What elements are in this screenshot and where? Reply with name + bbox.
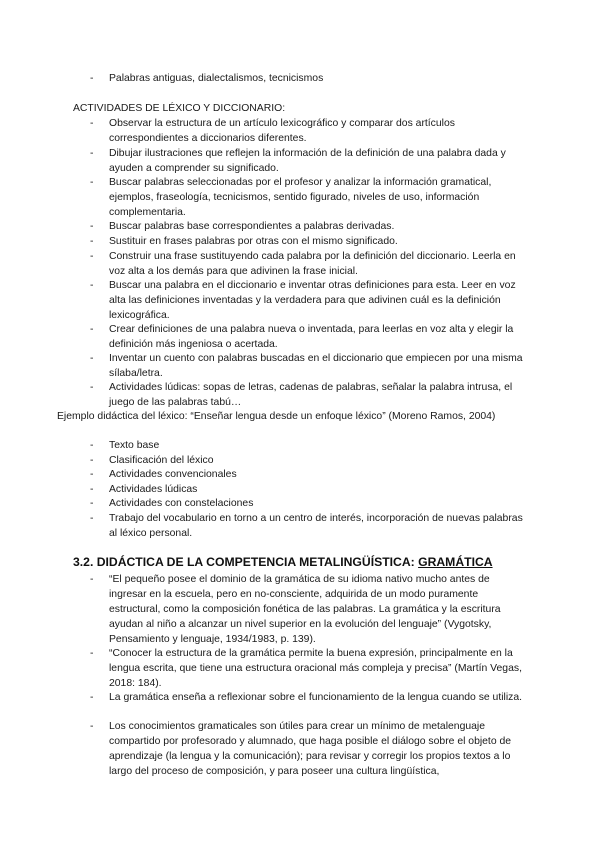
section-heading-underlined: GRAMÁTICA xyxy=(418,555,493,569)
bullet-dash: - xyxy=(90,148,94,159)
bullet-dash: - xyxy=(90,251,94,262)
list-item xyxy=(92,146,528,176)
list-item xyxy=(92,572,528,647)
list-item xyxy=(92,482,528,497)
bullet-dash: - xyxy=(90,440,94,451)
bullet-dash: - xyxy=(90,484,94,495)
list-item-text: “El pequeño posee el dominio de la gramática de su idioma nativo mucho antes de ingresar en la escuela, pero en no-consciente, adquirida de un modo puramente estructural, como la composición fonética de las palabras. La gramática y la escritura ayudan al niño a alcanzar un nivel superior en la evolución del lenguaje” (Vygotsky, Pensamiento y lenguaje, 1934/1983, p. 139). xyxy=(109,574,501,645)
list-item-text: Buscar palabras seleccionadas por el profesor y analizar la información gramatical, ejemplos, fraseología, tecnicismos, sentido figurado, niveles de uso, información complementaria. xyxy=(109,177,492,218)
section-heading xyxy=(73,554,493,570)
list-item xyxy=(92,249,528,279)
list-item-text: Palabras antiguas, dialectalismos, tecnicismos xyxy=(109,73,324,84)
bullet-dash: - xyxy=(90,455,94,466)
list-item xyxy=(92,278,528,323)
bullet-dash: - xyxy=(90,353,94,364)
list-item xyxy=(92,322,528,352)
list-item-text: Actividades con constelaciones xyxy=(109,498,254,509)
list-item xyxy=(92,511,528,541)
list-item-text: Crear definiciones de una palabra nueva o inventada, para leerlas en voz alta y elegir la definición más ingeniosa o acertada. xyxy=(109,324,514,350)
list-item-text: Buscar una palabra en el diccionario e inventar otras definiciones para esta. Leer en voz alta las definiciones inventadas y la verdadera para que adivinen cuál es la definición lexicográfica. xyxy=(109,280,516,321)
bullet-dash: - xyxy=(90,469,94,480)
bullet-dash: - xyxy=(90,721,94,732)
list-item xyxy=(92,219,528,234)
list-item-text: Actividades convencionales xyxy=(109,469,237,480)
bullet-dash: - xyxy=(90,574,94,585)
bullet-dash: - xyxy=(90,513,94,524)
list-item-text: Construir una frase sustituyendo cada palabra por la definición del diccionario. Leerla en voz alta a los demás para que adivinen la frase inicial. xyxy=(109,251,516,277)
activities-heading: ACTIVIDADES DE LÉXICO Y DICCIONARIO: xyxy=(73,103,286,114)
list-item xyxy=(92,453,528,468)
section-heading-text: 3.2. DIDÁCTICA DE LA COMPETENCIA METALINGÜÍSTICA: xyxy=(73,555,419,569)
list-item-text: Actividades lúdicas xyxy=(109,484,198,495)
bullet-dash: - xyxy=(90,221,94,232)
list-item xyxy=(92,690,528,705)
list-item-text: Trabajo del vocabulario en torno a un centro de interés, incorporación de nuevas palabras al léxico personal. xyxy=(109,513,523,539)
list-item xyxy=(92,380,528,410)
bullet-dash: - xyxy=(90,177,94,188)
bullet-dash: - xyxy=(90,382,94,393)
list-item-text: Inventar un cuento con palabras buscadas en el diccionario que empiecen por una misma sílaba/letra. xyxy=(109,353,523,379)
bullet-dash: - xyxy=(90,73,94,84)
bullet-dash: - xyxy=(90,118,94,129)
list-item-text: Observar la estructura de un artículo lexicográfico y comparar dos artículos correspondientes a diccionarios diferentes. xyxy=(109,118,455,144)
list-item xyxy=(92,116,528,146)
list-item-text: Clasificación del léxico xyxy=(109,455,214,466)
list-item-text: Sustituir en frases palabras por otras con el mismo significado. xyxy=(109,236,398,247)
list-item xyxy=(92,496,528,511)
list-item xyxy=(92,719,528,779)
list-item xyxy=(92,175,528,220)
list-item xyxy=(92,467,528,482)
list-item xyxy=(92,438,528,453)
list-item-text: La gramática enseña a reflexionar sobre el funcionamiento de la lengua cuando se utiliza. xyxy=(109,692,523,703)
list-item-text: Los conocimientos gramaticales son útiles para crear un mínimo de metalenguaje compartido por profesorado y alumnado, que haga posible el diálogo sobre el objeto de aprendizaje (la lengua y la comunicación); para revisar y corregir los propios textos a lo largo del proceso de composición, y para poseer una cultura lingüística, xyxy=(109,721,512,777)
bullet-dash: - xyxy=(90,324,94,335)
list-item-text: Dibujar ilustraciones que reflejen la información de la definición de una palabra dada y ayuden a comprender su significado. xyxy=(109,148,506,174)
list-item xyxy=(92,351,528,381)
list-item-text: Actividades lúdicas: sopas de letras, cadenas de palabras, señalar la palabra intrusa, el juego de las palabras tabú… xyxy=(109,382,513,408)
bullet-dash: - xyxy=(90,280,94,291)
list-item-text: “Conocer la estructura de la gramática permite la buena expresión, principalmente en la lengua escrita, que tiene una estructura oracional más compleja y precisa” (Martín Vegas, 2018: 184). xyxy=(109,648,522,689)
list-item-text: Texto base xyxy=(109,440,160,451)
example-paragraph: Ejemplo didáctica del léxico: “Enseñar lengua desde un enfoque léxico” (Moreno Ramos, 2004) xyxy=(57,411,496,422)
bullet-dash: - xyxy=(90,648,94,659)
list-item-text: Buscar palabras base correspondientes a palabras derivadas. xyxy=(109,221,395,232)
bullet-dash: - xyxy=(90,236,94,247)
bullet-dash: - xyxy=(90,498,94,509)
list-item xyxy=(92,71,528,86)
bullet-dash: - xyxy=(90,692,94,703)
list-item xyxy=(92,234,528,249)
list-item xyxy=(92,646,528,691)
